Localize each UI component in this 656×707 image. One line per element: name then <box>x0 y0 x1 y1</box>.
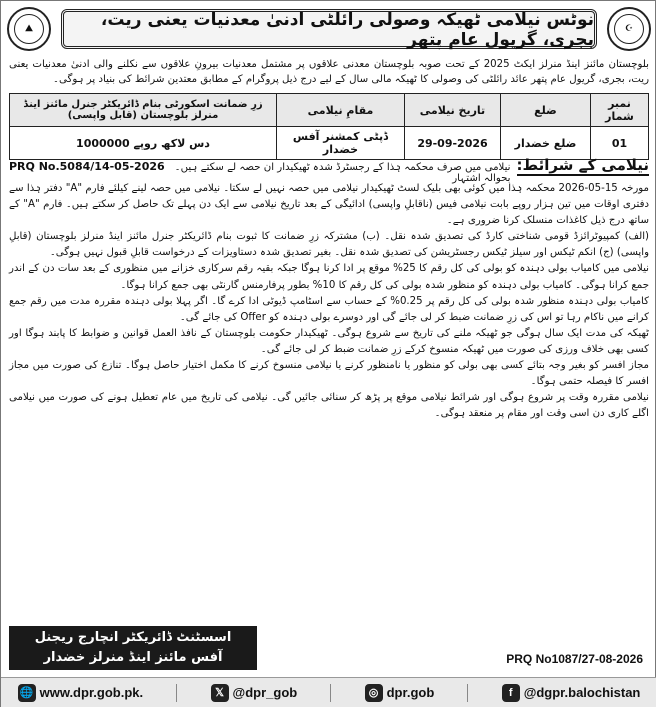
conditions-heading: نیلامی کے شرائط: <box>516 156 649 174</box>
officer-title-line1: اسسٹنٹ ڈائریکٹر انچارج ریجنل <box>34 630 232 645</box>
instagram-handle[interactable]: dpr.gob <box>386 685 435 700</box>
table-row <box>10 127 649 160</box>
officer-signature-box <box>9 626 257 670</box>
prq-reference: PRQ No.5084/14-05-2026 <box>9 160 165 173</box>
condition-paragraph: نیلامی مقررہ وقت پر شروع ہوگی اور شرائط نیلامی موقع پر پڑھ کر سنائی جائیں گی۔ نیلامی کی تاریخ میں عام تعطیل ہونے کی صورت میں نیلامی اگلے کاری دن اسی وقت اور مقام پر منعقد ہوگی۔ <box>9 392 649 420</box>
facebook-icon: f <box>502 684 520 702</box>
instagram-item[interactable] <box>365 684 435 702</box>
department-seal-logo: ⛰ <box>7 7 51 51</box>
divider <box>330 684 331 702</box>
website-item[interactable] <box>18 684 144 702</box>
intro-text: بلوچستان مائنز اینڈ منرلز ایکٹ 2025 کے تحت صوبہ بلوچستان معدنی علاقوں پر مشتمل معدنیات بیرونِ علاقوں سے نکلنے والی ادنیٰ معدنیات یعنی ریت، بجری، گریول عام پتھر عائد رائلٹی کی وصولی کا ٹھیکہ مالی سال کے لیے درج ذیل پروگرام کے مطابق معتدین شرائط کی بنیاد پر ہوگی۔ <box>9 59 649 85</box>
cell-serial: 01 <box>591 127 649 160</box>
conditions-body <box>9 181 649 422</box>
twitter-item[interactable] <box>211 684 298 702</box>
social-footer <box>1 677 656 707</box>
condition-paragraph: (الف) کمپیوٹرائزڈ قومی شناختی کارڈ کی تصدیق شدہ نقل۔ (ب) مشترکہ زرِ ضمانت کا ثبوت بنام ڈائریکٹر جنرل مائنز اینڈ منرلز بلوچستان (قابلِ واپسی) (ج) انکم ٹیکس اور سیلز ٹیکس رجسٹریشن کی تصدیق شدہ نقل۔ بغیر تصدیق شدہ دستاویزات کے درخواست قابلِ قبول نہیں ہوگی۔ <box>9 231 649 259</box>
cell-security: دس لاکھ روپے 1000000 <box>10 127 277 160</box>
condition-paragraph: مجاز افسر کو بغیر وجہ بتائے کسی بھی بولی کو منظور یا نامنظور کرنے یا نیلامی منسوخ کرنے کا مکمل اختیار حاصل ہوگا۔ تنازع کی صورت میں مجاز افسر کا فیصلہ حتمی ہوگا۔ <box>9 360 649 388</box>
divider <box>176 684 177 702</box>
notice-title: نوٹس نیلامی ٹھیکہ وصولی رائلٹی ادنیٰ معدنیات یعنی ریت، بجری، گریول عام پتھر <box>61 9 597 49</box>
twitter-icon: 𝕏 <box>211 684 229 702</box>
condition-paragraph: ٹھیکہ کی مدت ایک سال ہوگی جو ٹھیکہ ملنے کی تاریخ سے شروع ہوگی۔ ٹھیکیدار حکومت بلوچستان کے نافذ العمل قوانین و ضوابط کا پابند ہوگا اور کسی بھی خلاف ورزی کی صورت میں ٹھیکہ منسوخ کرکے زرِ ضمانت ضبط کر لی جائے گی۔ <box>9 327 649 355</box>
cell-district: ضلع خضدار <box>501 127 591 160</box>
col-security: زرِ ضمانت اسکورٹی بنام ڈائریکٹر جنرل مائنز اینڈ منرلز بلوچستان (قابل واپسی) <box>10 94 277 127</box>
col-serial: نمبر شمار <box>591 94 649 127</box>
website-link[interactable]: www.dpr.gob.pk. <box>39 685 144 700</box>
conditions-lead: نیلامی میں صرف محکمہ ہٰذا کے رجسٹرڈ شدہ ٹھیکیدار ان حصہ لے سکتے ہیں۔ بحوالہ اشتہار <box>174 162 511 184</box>
cell-date: 29-09-2026 <box>405 127 501 160</box>
government-seal-logo: ☪ <box>607 7 651 51</box>
col-date: تاریخ نیلامی <box>405 94 501 127</box>
auction-table <box>9 93 649 160</box>
col-venue: مقامِ نیلامی <box>277 94 405 127</box>
col-district: ضلع <box>501 94 591 127</box>
divider <box>467 684 468 702</box>
table-header-row <box>10 94 649 127</box>
cell-venue: ڈپٹی کمشنر آفس خضدار <box>277 127 405 160</box>
twitter-handle[interactable]: @dpr_gob <box>232 685 298 700</box>
prq-number: PRQ No1087/27-08-2026 <box>506 652 643 666</box>
facebook-item[interactable] <box>502 684 641 702</box>
facebook-handle[interactable]: @dgpr.balochistan <box>523 685 641 700</box>
officer-title-line2: آفس مائنز اینڈ منرلز خضدار <box>43 650 223 665</box>
conditions-heading-row <box>9 156 649 184</box>
condition-paragraph: مورخہ 15-05-2026 محکمہ ہٰذا میں کوئی بھی بلیک لسٹ ٹھیکیدار نیلامی میں حصہ نہیں لے سکتا۔ نیلامی میں حصہ لینے کیلئے فارم "A" دفتر ہٰذا سے دفتری اوقات میں تین ہزار روپے بابت نیلامی فیس (ناقابلِ واپسی) ادائیگی کے بعد تاریخ نیلامی سے ایک دن پہلے تک حاصل کر سکتے ہیں۔ فارم "A" کے ساتھ درج ذیل کاغذات منسلک کرنا ضروری ہے۔ <box>9 183 650 227</box>
condition-paragraph: کامیاب بولی دہندہ منظور شدہ بولی کی کل رقم پر 0.25% کے حساب سے اسٹامپ ڈیوٹی ادا کرے گا۔ اگر پہلا بولی دہندہ مقررہ مدت میں رقم جمع کرانے میں ناکام رہا تو اس کی زرِ ضمانت ضبط کر لی جائے گی اور دوسرے بولی دہندہ کو Offer کی جائے گی۔ <box>9 295 650 323</box>
condition-paragraph: نیلامی میں کامیاب بولی دہندہ کو بولی کی کل رقم کا 25% موقع پر ادا کرنا ہوگا جبکہ بقیہ رقم سرکاری خزانے میں منظوری کے بعد سات دن کے اندر جمع کرانا ہوگی۔ کامیاب بولی دہندہ کو منظور شدہ بولی کی کل رقم کا 10% بطور پرفارمنس گارنٹی بھی جمع کرانا ہوگا۔ <box>9 263 649 291</box>
instagram-icon: ◎ <box>365 684 383 702</box>
notice-header <box>7 5 651 53</box>
globe-icon: 🌐 <box>18 684 36 702</box>
